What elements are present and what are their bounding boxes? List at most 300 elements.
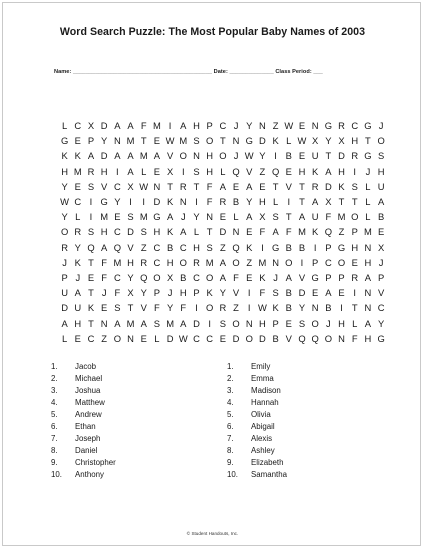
grid-letter: M bbox=[100, 211, 109, 223]
grid-letter: I bbox=[247, 287, 251, 299]
grid-letter: H bbox=[206, 150, 214, 162]
grid-letter: J bbox=[62, 256, 67, 268]
grid-letter: G bbox=[337, 241, 346, 253]
grid-letter: M bbox=[166, 317, 174, 329]
grid-letter: S bbox=[272, 287, 279, 299]
grid-letter: H bbox=[127, 256, 134, 268]
grid-letter: K bbox=[312, 165, 319, 177]
grid-letter: Z bbox=[101, 332, 108, 344]
grid-letter: R bbox=[311, 180, 319, 192]
word-name: Jacob bbox=[75, 361, 97, 371]
word-number: 3. bbox=[227, 385, 234, 395]
grid-letter: A bbox=[101, 241, 108, 253]
word-number: 7. bbox=[227, 434, 234, 444]
grid-letter: H bbox=[259, 317, 266, 329]
grid-letter: N bbox=[193, 150, 200, 162]
grid-letter: A bbox=[180, 226, 187, 238]
grid-letter: T bbox=[351, 196, 358, 208]
grid-letter: P bbox=[87, 135, 95, 147]
grid-row bbox=[58, 270, 388, 285]
grid-letter: A bbox=[127, 120, 134, 132]
grid-letter: R bbox=[219, 302, 227, 314]
grid-row bbox=[58, 315, 388, 330]
grid-letter: H bbox=[364, 332, 372, 344]
word-number: 5. bbox=[227, 409, 234, 419]
grid-letter: G bbox=[100, 196, 108, 208]
grid-letter: D bbox=[259, 332, 266, 344]
grid-letter: N bbox=[311, 120, 319, 132]
grid-letter: I bbox=[168, 120, 172, 132]
grid-letter: H bbox=[377, 165, 385, 177]
grid-letter: X bbox=[325, 196, 332, 208]
grid-letter: M bbox=[139, 150, 148, 162]
grid-letter: C bbox=[74, 196, 82, 208]
grid-letter: G bbox=[364, 120, 372, 132]
grid-letter: G bbox=[311, 271, 319, 283]
grid-letter: Y bbox=[166, 302, 174, 314]
grid-letter: Y bbox=[61, 211, 68, 223]
grid-letter: F bbox=[285, 226, 292, 238]
grid-letter: E bbox=[74, 135, 81, 147]
grid-letter: O bbox=[337, 256, 346, 268]
grid-row bbox=[58, 164, 388, 179]
grid-letter: A bbox=[140, 317, 147, 329]
grid-letter: F bbox=[101, 271, 108, 283]
word-number: 10. bbox=[51, 470, 62, 480]
word-number: 9. bbox=[51, 458, 58, 468]
word-name: Anthony bbox=[75, 470, 104, 480]
grid-letter: J bbox=[365, 165, 371, 177]
grid-letter: N bbox=[232, 226, 240, 238]
grid-letter: C bbox=[74, 120, 82, 132]
grid-letter: W bbox=[60, 196, 70, 208]
grid-letter: R bbox=[87, 165, 95, 177]
grid-letter: K bbox=[338, 180, 345, 192]
grid-letter: O bbox=[377, 135, 385, 147]
grid-letter: T bbox=[338, 196, 345, 208]
grid-letter: Y bbox=[193, 211, 200, 223]
grid-letter: U bbox=[74, 302, 82, 314]
grid-letter: A bbox=[219, 256, 226, 268]
grid-letter: L bbox=[141, 165, 147, 177]
grid-letter: T bbox=[299, 180, 305, 192]
grid-letter: V bbox=[166, 150, 174, 162]
grid-letter: I bbox=[129, 196, 132, 208]
grid-letter: B bbox=[285, 241, 292, 253]
grid-letter: V bbox=[246, 165, 253, 177]
grid-letter: N bbox=[127, 332, 134, 344]
grid-row bbox=[58, 285, 388, 300]
grid-letter: O bbox=[206, 302, 214, 314]
grid-letter: R bbox=[140, 256, 148, 268]
grid-letter: J bbox=[273, 271, 278, 283]
grid-letter: C bbox=[153, 256, 161, 268]
grid-letter: A bbox=[325, 165, 332, 177]
grid-letter: E bbox=[298, 120, 306, 132]
grid-letter: Z bbox=[259, 165, 266, 177]
word-name: Madison bbox=[251, 385, 281, 395]
grid-letter: D bbox=[100, 150, 108, 162]
grid-letter: B bbox=[285, 287, 292, 299]
grid-letter: Q bbox=[232, 165, 240, 177]
grid-letter: C bbox=[324, 256, 332, 268]
grid-letter: A bbox=[114, 150, 121, 162]
grid-letter: Y bbox=[377, 317, 385, 329]
grid-letter: O bbox=[219, 150, 227, 162]
grid-letter: H bbox=[351, 135, 359, 147]
grid-letter: A bbox=[166, 211, 174, 223]
grid-letter: N bbox=[311, 302, 319, 314]
word-number: 7. bbox=[51, 434, 58, 444]
grid-letter: D bbox=[219, 226, 227, 238]
grid-letter: R bbox=[219, 196, 227, 208]
grid-letter: S bbox=[87, 226, 95, 238]
grid-letter: L bbox=[220, 165, 226, 177]
grid-letter: H bbox=[100, 165, 108, 177]
grid-letter: L bbox=[365, 211, 371, 223]
grid-letter: Y bbox=[61, 180, 68, 192]
word-name: Daniel bbox=[75, 446, 98, 456]
grid-letter: X bbox=[338, 135, 345, 147]
grid-letter: W bbox=[297, 135, 307, 147]
grid-letter: S bbox=[193, 165, 200, 177]
grid-letter: H bbox=[179, 287, 187, 299]
word-name: Olivia bbox=[251, 409, 271, 419]
word-list-item bbox=[51, 384, 116, 396]
grid-letter: H bbox=[61, 165, 68, 177]
grid-letter: D bbox=[324, 180, 332, 192]
grid-letter: E bbox=[312, 287, 319, 299]
grid-letter: F bbox=[206, 180, 213, 192]
grid-letter: A bbox=[246, 180, 253, 192]
grid-letter: X bbox=[127, 180, 134, 192]
grid-letter: K bbox=[61, 150, 68, 162]
grid-letter: H bbox=[351, 241, 359, 253]
word-number: 10. bbox=[227, 470, 238, 480]
grid-letter: H bbox=[100, 226, 108, 238]
grid-letter: A bbox=[180, 120, 187, 132]
grid-letter: T bbox=[272, 180, 279, 192]
grid-letter: F bbox=[154, 302, 160, 314]
grid-letter: M bbox=[126, 317, 135, 329]
grid-letter: Z bbox=[272, 120, 279, 132]
grid-letter: J bbox=[378, 120, 384, 132]
grid-letter: I bbox=[195, 302, 198, 314]
grid-letter: U bbox=[377, 180, 385, 192]
grid-letter: C bbox=[377, 302, 385, 314]
grid-letter: Z bbox=[233, 302, 239, 314]
grid-letter: C bbox=[351, 120, 359, 132]
grid-letter: C bbox=[219, 120, 227, 132]
word-number: 1. bbox=[51, 361, 58, 371]
grid-letter: S bbox=[193, 135, 200, 147]
grid-letter: Y bbox=[298, 302, 306, 314]
grid-letter: T bbox=[88, 256, 94, 268]
grid-letter: O bbox=[232, 256, 240, 268]
grid-letter: Y bbox=[74, 241, 81, 253]
word-number: 2. bbox=[227, 373, 234, 383]
grid-letter: A bbox=[153, 150, 161, 162]
grid-letter: U bbox=[311, 211, 319, 223]
grid-letter: G bbox=[271, 241, 280, 253]
grid-letter: X bbox=[312, 135, 319, 147]
grid-letter: R bbox=[61, 241, 68, 253]
grid-letter: R bbox=[351, 150, 359, 162]
grid-letter: A bbox=[272, 226, 279, 238]
grid-letter: A bbox=[180, 317, 187, 329]
grid-letter: L bbox=[233, 211, 239, 223]
grid-letter: D bbox=[153, 196, 161, 208]
grid-letter: I bbox=[89, 196, 93, 208]
grid-letter: G bbox=[364, 150, 372, 162]
grid-letter: H bbox=[193, 120, 200, 132]
grid-letter: X bbox=[259, 211, 266, 223]
grid-letter: F bbox=[259, 226, 266, 238]
grid-letter: T bbox=[351, 302, 358, 314]
word-name: Ethan bbox=[75, 422, 96, 432]
grid-letter: D bbox=[232, 332, 240, 344]
grid-letter: D bbox=[259, 135, 266, 147]
grid-letter: S bbox=[206, 241, 213, 253]
word-list-item bbox=[51, 408, 116, 420]
grid-letter: M bbox=[337, 211, 346, 223]
grid-letter: H bbox=[153, 226, 161, 238]
grid-letter: P bbox=[153, 287, 161, 299]
grid-letter: O bbox=[206, 271, 214, 283]
grid-letter: L bbox=[61, 120, 68, 132]
grid-letter: I bbox=[247, 302, 251, 314]
grid-letter: N bbox=[338, 332, 345, 344]
grid-letter: C bbox=[87, 332, 95, 344]
grid-letter: I bbox=[287, 196, 291, 208]
grid-letter: P bbox=[325, 271, 332, 283]
grid-letter: N bbox=[364, 302, 372, 314]
grid-letter: N bbox=[100, 317, 108, 329]
grid-letter: X bbox=[377, 241, 385, 253]
word-name: Samantha bbox=[251, 470, 287, 480]
grid-letter: W bbox=[165, 135, 175, 147]
grid-letter: D bbox=[127, 226, 134, 238]
grid-letter: B bbox=[166, 241, 174, 253]
grid-letter: E bbox=[87, 271, 95, 283]
grid-letter: J bbox=[233, 150, 239, 162]
grid-letter: C bbox=[179, 241, 187, 253]
grid-letter: Y bbox=[246, 196, 253, 208]
grid-letter: F bbox=[101, 256, 108, 268]
grid-letter: L bbox=[61, 332, 68, 344]
grid-letter: L bbox=[286, 135, 292, 147]
grid-letter: S bbox=[219, 317, 226, 329]
grid-letter: B bbox=[272, 332, 279, 344]
grid-letter: O bbox=[311, 317, 319, 329]
grid-letter: M bbox=[139, 211, 148, 223]
grid-letter: A bbox=[114, 317, 121, 329]
grid-row bbox=[58, 300, 388, 315]
grid-letter: T bbox=[299, 196, 305, 208]
grid-letter: Q bbox=[87, 241, 95, 253]
grid-letter: B bbox=[180, 271, 187, 283]
word-list-item bbox=[51, 360, 116, 372]
grid-row bbox=[58, 331, 388, 346]
grid-letter: N bbox=[232, 135, 240, 147]
grid-letter: N bbox=[113, 135, 121, 147]
grid-letter: R bbox=[179, 180, 187, 192]
grid-letter: N bbox=[153, 180, 161, 192]
grid-letter: I bbox=[181, 165, 185, 177]
word-name: Ashley bbox=[251, 446, 275, 456]
grid-letter: V bbox=[285, 180, 292, 192]
grid-letter: T bbox=[193, 180, 200, 192]
grid-letter: B bbox=[285, 150, 292, 162]
grid-letter: Y bbox=[219, 287, 226, 299]
grid-letter: P bbox=[377, 271, 385, 283]
grid-letter: C bbox=[113, 271, 121, 283]
grid-letter: H bbox=[364, 256, 372, 268]
grid-letter: T bbox=[88, 287, 94, 299]
grid-letter: L bbox=[365, 196, 371, 208]
name-date-class-line: Name: ____________________________________________ Date: ______________ Class Period: ___ bbox=[54, 69, 323, 75]
grid-letter: T bbox=[140, 135, 147, 147]
grid-letter: O bbox=[153, 271, 161, 283]
grid-letter: V bbox=[285, 332, 292, 344]
grid-letter: I bbox=[195, 196, 198, 208]
grid-letter: V bbox=[298, 271, 306, 283]
grid-letter: Y bbox=[325, 135, 332, 147]
grid-letter: A bbox=[325, 287, 332, 299]
grid-letter: T bbox=[206, 226, 213, 238]
grid-letter: I bbox=[353, 165, 357, 177]
grid-letter: L bbox=[352, 317, 358, 329]
word-list-item bbox=[227, 396, 287, 408]
word-list-item bbox=[51, 469, 116, 481]
grid-letter: B bbox=[298, 241, 306, 253]
grid-letter: F bbox=[114, 287, 121, 299]
letter-grid bbox=[58, 118, 388, 346]
copyright-footer: © Student Handouts, Inc. bbox=[186, 531, 239, 536]
word-name: Elizabeth bbox=[251, 458, 284, 468]
grid-row bbox=[58, 179, 388, 194]
grid-letter: P bbox=[61, 271, 68, 283]
grid-letter: B bbox=[377, 211, 385, 223]
grid-letter: C bbox=[193, 271, 200, 283]
word-number: 6. bbox=[227, 422, 234, 432]
grid-letter: E bbox=[153, 135, 161, 147]
word-list-item bbox=[51, 420, 116, 432]
word-list-item bbox=[227, 469, 287, 481]
grid-letter: F bbox=[233, 271, 239, 283]
grid-row bbox=[58, 148, 388, 163]
grid-letter: B bbox=[285, 302, 292, 314]
grid-letter: A bbox=[87, 150, 95, 162]
grid-letter: E bbox=[285, 165, 292, 177]
grid-letter: Q bbox=[140, 271, 148, 283]
grid-letter: A bbox=[127, 150, 134, 162]
grid-letter: N bbox=[245, 317, 253, 329]
grid-letter: K bbox=[272, 302, 279, 314]
grid-letter: I bbox=[142, 196, 146, 208]
grid-letter: F bbox=[325, 211, 332, 223]
grid-letter: F bbox=[140, 120, 147, 132]
grid-letter: K bbox=[74, 256, 81, 268]
grid-letter: E bbox=[246, 271, 253, 283]
word-name: Andrew bbox=[75, 409, 102, 419]
word-list-item bbox=[51, 445, 116, 457]
grid-row bbox=[58, 255, 388, 270]
grid-letter: W bbox=[244, 150, 254, 162]
grid-letter: E bbox=[153, 165, 161, 177]
grid-letter: R bbox=[351, 271, 359, 283]
grid-letter: K bbox=[312, 226, 319, 238]
word-name: Joseph bbox=[75, 434, 101, 444]
grid-letter: R bbox=[74, 226, 82, 238]
grid-letter: I bbox=[261, 241, 264, 253]
word-list-item bbox=[51, 457, 116, 469]
grid-letter: E bbox=[246, 226, 253, 238]
word-number: 9. bbox=[227, 458, 234, 468]
word-number: 8. bbox=[51, 446, 58, 456]
grid-letter: O bbox=[351, 211, 359, 223]
grid-letter: E bbox=[114, 211, 121, 223]
grid-letter: H bbox=[338, 317, 345, 329]
grid-letter: A bbox=[114, 120, 121, 132]
word-list-item bbox=[227, 420, 287, 432]
grid-letter: S bbox=[127, 211, 134, 223]
grid-letter: K bbox=[166, 196, 174, 208]
grid-letter: Q bbox=[232, 241, 240, 253]
grid-letter: G bbox=[324, 120, 332, 132]
grid-letter: T bbox=[88, 317, 94, 329]
grid-row bbox=[58, 240, 388, 255]
word-number: 4. bbox=[227, 397, 234, 407]
grid-row bbox=[58, 209, 388, 224]
grid-letter: K bbox=[259, 271, 266, 283]
grid-letter: C bbox=[206, 332, 214, 344]
boy-names-list bbox=[51, 360, 116, 481]
grid-letter: E bbox=[74, 332, 81, 344]
grid-letter: N bbox=[364, 241, 372, 253]
grid-letter: Q bbox=[113, 241, 121, 253]
word-name: Alexis bbox=[251, 434, 273, 444]
grid-letter: E bbox=[351, 256, 358, 268]
grid-letter: C bbox=[113, 180, 121, 192]
grid-letter: L bbox=[154, 332, 160, 344]
grid-letter: T bbox=[167, 180, 173, 192]
grid-letter: D bbox=[61, 302, 68, 314]
grid-letter: S bbox=[272, 211, 279, 223]
grid-letter: L bbox=[75, 211, 81, 223]
grid-letter: M bbox=[205, 256, 214, 268]
grid-letter: M bbox=[364, 226, 372, 238]
grid-letter: G bbox=[377, 332, 385, 344]
grid-letter: H bbox=[259, 196, 266, 208]
grid-letter: H bbox=[166, 256, 174, 268]
word-list-item bbox=[227, 360, 287, 372]
grid-letter: W bbox=[257, 302, 267, 314]
grid-letter: A bbox=[61, 317, 68, 329]
grid-letter: Q bbox=[324, 226, 332, 238]
grid-letter: A bbox=[219, 271, 226, 283]
grid-letter: P bbox=[272, 317, 279, 329]
grid-letter: F bbox=[351, 332, 358, 344]
grid-letter: M bbox=[179, 135, 188, 147]
grid-row bbox=[58, 133, 388, 148]
grid-letter: Q bbox=[311, 332, 319, 344]
grid-letter: R bbox=[338, 120, 345, 132]
grid-letter: Z bbox=[219, 241, 226, 253]
grid-letter: O bbox=[206, 135, 214, 147]
grid-letter: P bbox=[193, 287, 200, 299]
word-name: Michael bbox=[75, 373, 103, 383]
